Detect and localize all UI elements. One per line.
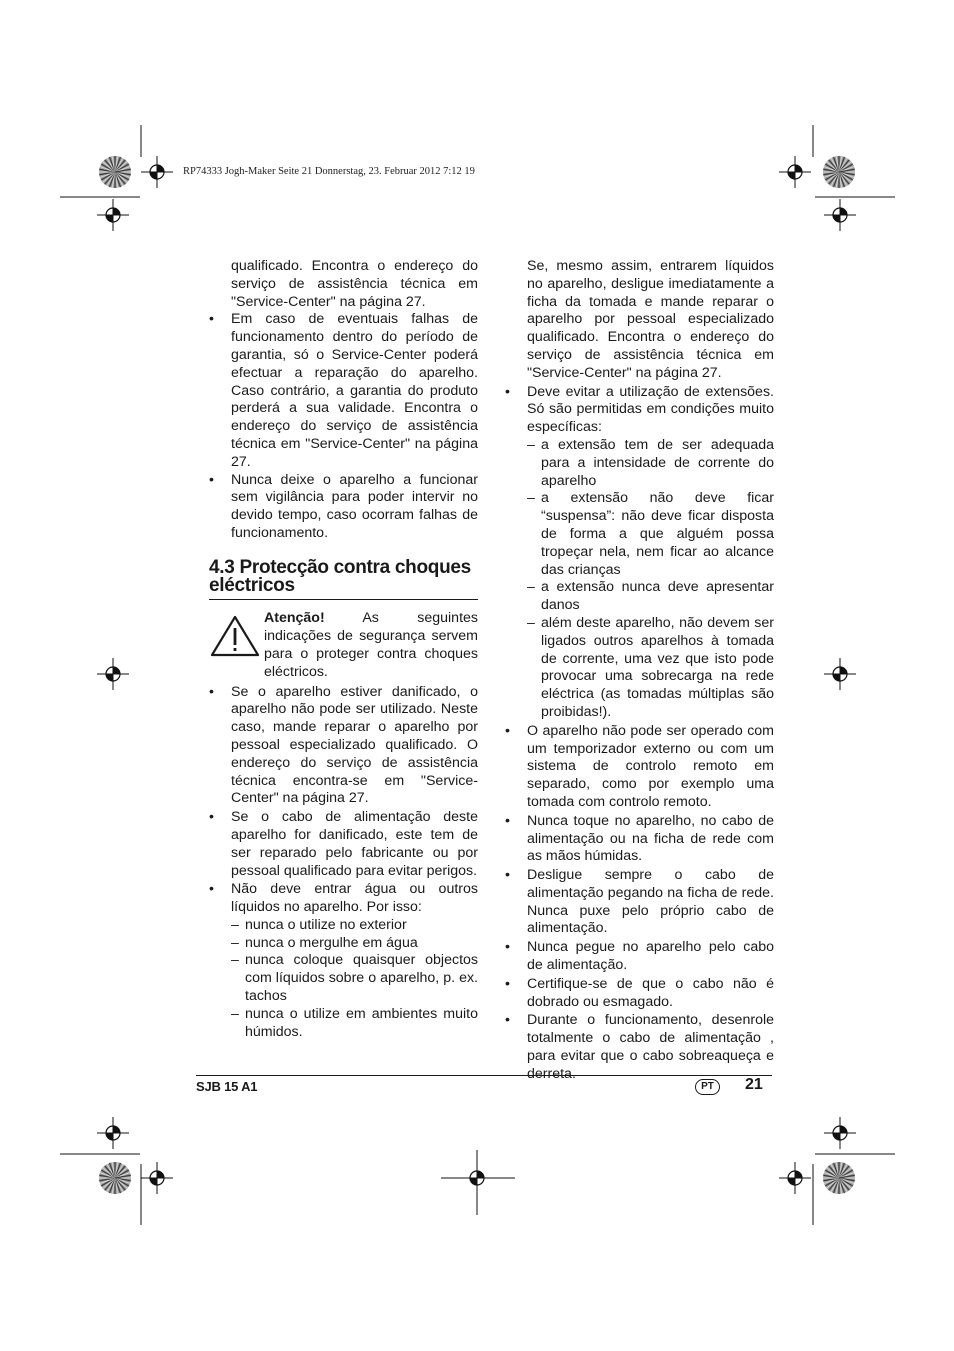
list-item: • Nunca deixe o aparelho a funcionar sem vigilância para poder intervir no devido tempo, caso ocorram falhas de funcionamento. bbox=[209, 472, 478, 543]
sub-list-item: – a extensão tem de ser adequada para a intensidade de corrente do aparelho bbox=[505, 437, 774, 490]
list-item: • Nunca pegue no aparelho pelo cabo de alimentação. bbox=[505, 939, 774, 975]
print-color-wheel-icon bbox=[99, 156, 131, 188]
registration-mark-icon bbox=[779, 156, 811, 188]
sub-list-item: – nunca coloque quaisquer objectos com líquidos sobre o aparelho, p. ex. tachos bbox=[209, 952, 478, 1005]
list-item: • Não deve entrar água ou outros líquidos no aparelho. Por isso: bbox=[209, 881, 478, 917]
list-item: • Em caso de eventuais falhas de funcionamento dentro do período de garantia, só o Service-Center poderá efectuar a reparação do aparelho. Caso contrário, a garantia do produto perderá a sua validade. Encontra o endereço do serviço de assistência técnica em "Service-Center" na página 27. bbox=[209, 311, 478, 471]
warning-message: As seguintes indicações de segurança servem para o proteger contra choques eléctricos. bbox=[264, 610, 478, 680]
sub-list-item: – nunca o utilize no exterior bbox=[209, 917, 478, 935]
print-info-line: RP74333 Jogh-Maker Seite 21 Donnerstag, 23. Februar 2012 7:12 19 bbox=[183, 166, 475, 177]
registration-mark-icon bbox=[824, 199, 856, 231]
right-column bbox=[505, 258, 774, 1084]
sub-list-item: – a extensão não deve ficar “suspensa”: não deve ficar disposta de forma a que alguém possa tropeçar nela, nem ficar ao alcance das crianças bbox=[505, 490, 774, 579]
sub-list-item: – nunca o mergulhe em água bbox=[209, 935, 478, 953]
registration-mark-icon bbox=[779, 1162, 811, 1194]
registration-mark-icon bbox=[824, 658, 856, 690]
warning-label: Atenção! bbox=[264, 610, 325, 627]
list-item: • Deve evitar a utilização de extensões. Só são permitidas em condições muito específicas: bbox=[505, 384, 774, 437]
list-item: • Durante o funcionamento, desenrole totalmente o cabo de alimentação , para evitar que o cabo sobreaqueça e derreta. bbox=[505, 1012, 774, 1083]
right-intro-paragraph: Se, mesmo assim, entrarem líquidos no aparelho, desligue imediatamente a ficha da tomada e mande reparar o aparelho por pessoal especializado qualificado. Encontra o endereço do serviço de assistência técnica em "Service-Center" na página 27. bbox=[527, 258, 774, 381]
list-item: • Nunca toque no aparelho, no cabo de alimentação ou na ficha de rede com as mãos húmidas. bbox=[505, 813, 774, 866]
list-item: • Certifique-se de que o cabo não é dobrado ou esmagado. bbox=[505, 976, 774, 1012]
registration-mark-icon bbox=[141, 1162, 173, 1194]
warning-box bbox=[209, 610, 478, 681]
registration-mark-icon bbox=[97, 658, 129, 690]
warning-triangle-icon bbox=[209, 614, 263, 664]
footer-model: SJB 15 A1 bbox=[196, 1079, 258, 1094]
warning-text bbox=[264, 610, 478, 681]
print-color-wheel-icon bbox=[99, 1162, 131, 1194]
left-column bbox=[209, 258, 478, 1041]
registration-mark-icon bbox=[824, 1117, 856, 1149]
print-color-wheel-icon bbox=[823, 1162, 855, 1194]
language-badge: PT bbox=[695, 1079, 720, 1095]
list-item: • O aparelho não pode ser operado com um temporizador externo ou com um sistema de controlo remoto em separado, como por exemplo uma tomada com controlo remoto. bbox=[505, 723, 774, 812]
footer-rule bbox=[196, 1075, 772, 1076]
left-intro-paragraph: qualificado. Encontra o endereço do serviço de assistência técnica em "Service-Center" na página 27. bbox=[231, 258, 478, 310]
sub-list-item: – a extensão nunca deve apresentar danos bbox=[505, 579, 774, 615]
print-color-wheel-icon bbox=[823, 156, 855, 188]
list-item: • Se o aparelho estiver danificado, o aparelho não pode ser utilizado. Neste caso, mande reparar o aparelho por pessoal especializado qualificado. O endereço do serviço de assistência técnica encontra-se em "Service-Center" na página 27. bbox=[209, 684, 478, 809]
sub-list-item: – além deste aparelho, não devem ser ligados outros aparelhos à tomada de corrente, uma vez que isto pode provocar uma sobrecarga na rede eléctrica (as tomadas múltiplas são proibidas!). bbox=[505, 615, 774, 722]
registration-mark-icon bbox=[97, 1117, 129, 1149]
registration-mark-icon bbox=[97, 199, 129, 231]
section-heading: 4.3 Protecção contra choques eléctricos bbox=[209, 559, 478, 601]
list-item: • Se o cabo de alimentação deste aparelho for danificado, este tem de ser reparado pelo fabricante ou por pessoal qualificado para evitar perigos. bbox=[209, 809, 478, 880]
registration-mark-icon bbox=[141, 156, 173, 188]
sub-list-item: – nunca o utilize em ambientes muito húmidos. bbox=[209, 1006, 478, 1042]
list-item: • Desligue sempre o cabo de alimentação pegando na ficha de rede. Nunca puxe pelo próprio cabo de alimentação. bbox=[505, 867, 774, 938]
page-number: 21 bbox=[745, 1076, 763, 1093]
